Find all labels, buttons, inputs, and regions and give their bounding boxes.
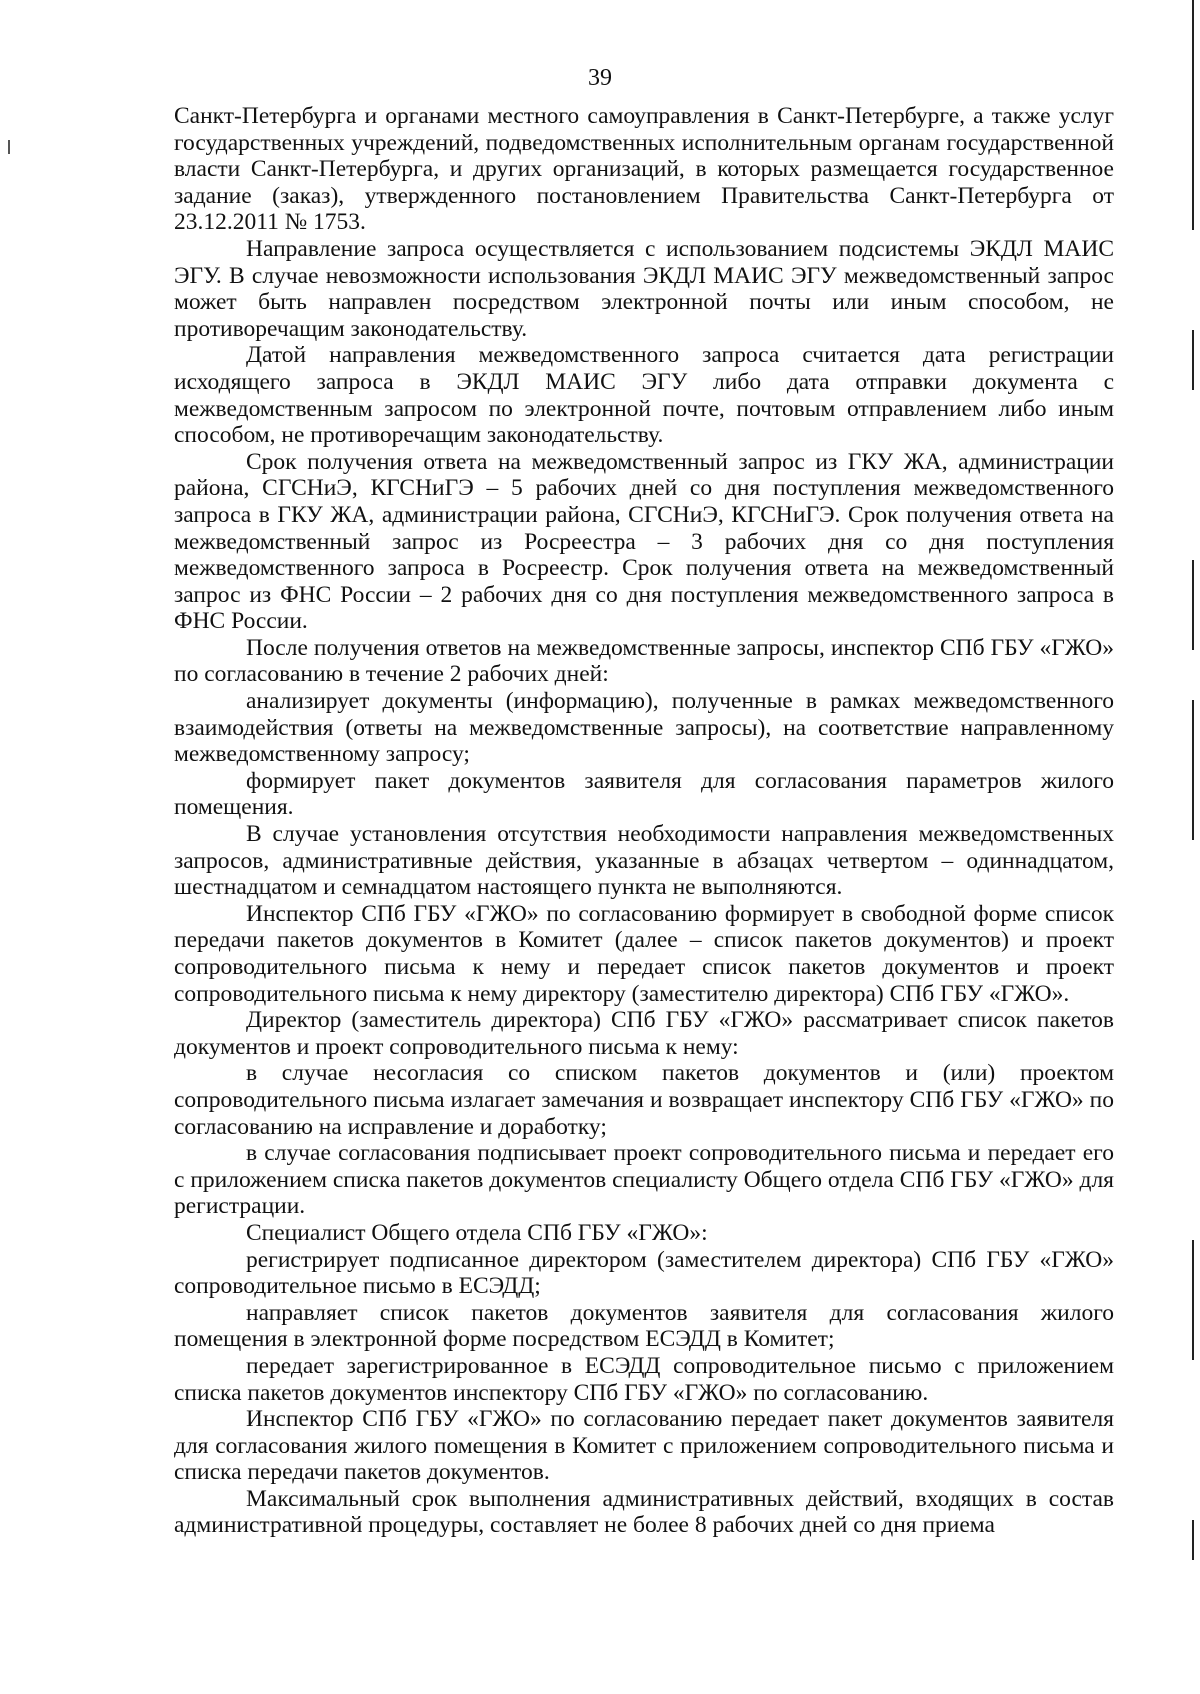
scan-border-line — [1192, 330, 1194, 390]
paragraph: в случае согласования подписывает проект сопроводительного письма и передает его с приложением списка пакетов документов специалисту Общего отдела СПб ГБУ «ГЖО» для регистрации. — [174, 1140, 1114, 1220]
paragraph: анализирует документы (информацию), полученные в рамках межведомственного взаимодействия (ответы на межведомственные запросы), на соответствие направленному межведомственному запросу; — [174, 688, 1114, 768]
paragraph: направляет список пакетов документов заявителя для согласования жилого помещения в электронной форме посредством ЕСЭДД в Комитет; — [174, 1299, 1114, 1353]
paragraph: в случае несогласия со списком пакетов документов и (или) проектом сопроводительного письма излагает замечания и возвращает инспектору СПб ГБУ «ГЖО» по согласованию на исправление и доработку; — [174, 1060, 1114, 1140]
paragraph: формирует пакет документов заявителя для согласования параметров жилого помещения. — [174, 767, 1114, 821]
paragraph: После получения ответов на межведомственные запросы, инспектор СПб ГБУ «ГЖО» по согласованию в течение 2 рабочих дней: — [174, 634, 1114, 688]
scan-border-line — [1192, 700, 1194, 840]
scan-border-line — [1192, 1240, 1194, 1360]
page-number: 39 — [588, 65, 612, 91]
scan-border-line — [1192, 0, 1194, 230]
paragraph: В случае установления отсутствия необходимости направления межведомственных запросов, административные действия, указанные в абзацах четвертом – одиннадцатом, шестнадцатом и семнадцатом настоящего пункта не выполняются. — [174, 821, 1114, 901]
paragraph: Максимальный срок выполнения административных действий, входящих в состав административной процедуры, составляет не более 8 рабочих дней со дня приема — [174, 1485, 1114, 1539]
paragraph: Санкт-Петербурга и органами местного самоуправления в Санкт-Петербурге, а также услуг государственных учреждений, подведомственных исполнительным органам государственной власти Санкт-Петербурга, и других организаций, в которых размещается государственное задание (заказ), утвержденного постановлением Правительства Санкт-Петербурга от 23.12.2011 № 1753. — [174, 103, 1114, 236]
document-body — [174, 103, 1114, 1539]
scan-border-line — [1192, 560, 1194, 650]
paragraph: Специалист Общего отдела СПб ГБУ «ГЖО»: — [246, 1219, 708, 1246]
scan-border-line — [1192, 1520, 1194, 1560]
paragraph: Срок получения ответа на межведомственный запрос из ГКУ ЖА, администрации района, СГСНиЭ, КГСНиГЭ – 5 рабочих дней со дня поступления межведомственного запроса в ГКУ ЖА, администрации района, СГСНиЭ, КГСНиГЭ. Срок получения ответа на межведомственный запрос из Росреестра – 3 рабочих дня со дня поступления межведомственного запроса в Росреестр. Срок получения ответа на межведомственный запрос из ФНС России – 2 рабочих дня со дня поступления межведомственного запроса в ФНС России. — [174, 448, 1114, 635]
paragraph: Датой направления межведомственного запроса считается дата регистрации исходящего запроса в ЭКДЛ МАИС ЭГУ либо дата отправки документа с межведомственным запросом по электронной почте, почтовым отправлением либо иным способом, не противоречащим законодательству. — [174, 342, 1114, 449]
paragraph: Инспектор СПб ГБУ «ГЖО» по согласованию формирует в свободной форме список передачи пакетов документов в Комитет (далее – список пакетов документов) и проект сопроводительного письма к нему и передает список пакетов документов и проект сопроводительного письма к нему директору (заместителю директора) СПб ГБУ «ГЖО». — [174, 900, 1114, 1007]
paragraph: регистрирует подписанное директором (заместителем директора) СПб ГБУ «ГЖО» сопроводительное письмо в ЕСЭДД; — [174, 1246, 1114, 1300]
paragraph: Директор (заместитель директора) СПб ГБУ «ГЖО» рассматривает список пакетов документов и проект сопроводительного письма к нему: — [174, 1007, 1114, 1060]
scan-artifact — [8, 140, 10, 154]
paragraph: Направление запроса осуществляется с использованием подсистемы ЭКДЛ МАИС ЭГУ. В случае невозможности использования ЭКДЛ МАИС ЭГУ межведомственный запрос может быть направлен посредством электронной почты или иным способом, не противоречащим законодательству. — [174, 235, 1114, 342]
paragraph: передает зарегистрированное в ЕСЭДД сопроводительное письмо с приложением списка пакетов документов инспектору СПб ГБУ «ГЖО» по согласованию. — [174, 1352, 1114, 1406]
paragraph: Инспектор СПб ГБУ «ГЖО» по согласованию передает пакет документов заявителя для согласования жилого помещения в Комитет с приложением сопроводительного письма и списка передачи пакетов документов. — [174, 1406, 1114, 1486]
